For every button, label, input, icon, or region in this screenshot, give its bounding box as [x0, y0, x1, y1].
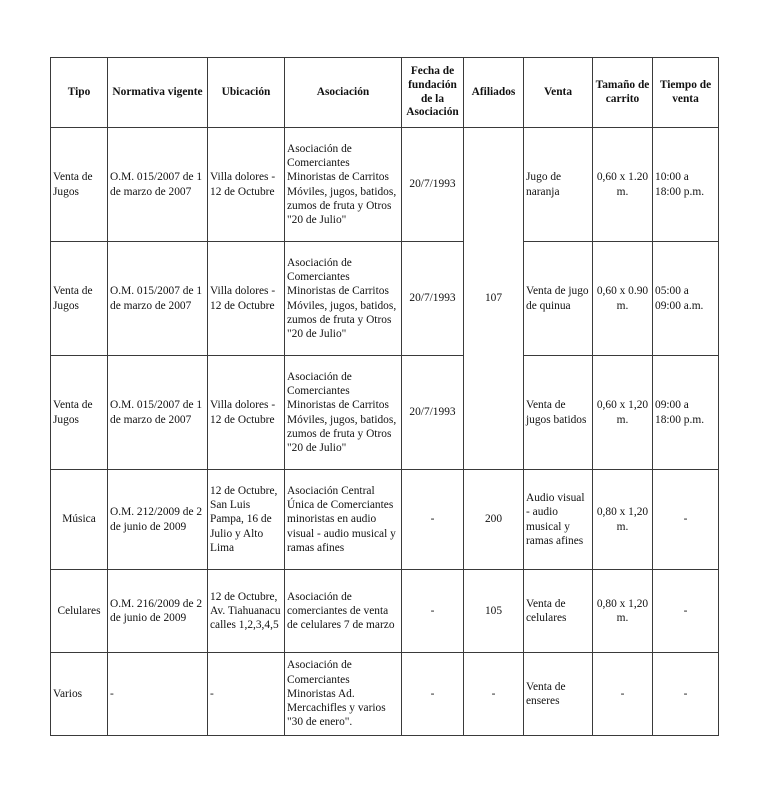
cell-tamano: 0,60 x 1,20 m.	[593, 356, 653, 470]
cell-tiempo: 09:00 a 18:00 p.m.	[653, 356, 719, 470]
cell-tipo: Celulares	[51, 570, 108, 653]
header-ubicacion: Ubicación	[208, 58, 285, 128]
cell-asociacion: Asociación de Comerciantes Minoristas de Carritos Móviles, jugos, batidos, zumos de fruta y Otros "20 de Julio"	[285, 128, 402, 242]
cell-venta: Venta de celulares	[524, 570, 593, 653]
cell-tamano: 0,60 x 1.20 m.	[593, 128, 653, 242]
header-tiempo: Tiempo de venta	[653, 58, 719, 128]
cell-ubicacion: Villa dolores - 12 de Octubre	[208, 242, 285, 356]
cell-ubicacion: Villa dolores - 12 de Octubre	[208, 356, 285, 470]
cell-normativa: O.M. 015/2007 de 1 de marzo de 2007	[108, 356, 208, 470]
table-row	[51, 570, 719, 653]
header-row	[51, 58, 719, 128]
table-row	[51, 242, 719, 356]
cell-afiliados: 105	[464, 570, 524, 653]
cell-ubicacion: -	[208, 653, 285, 736]
cell-tamano: 0,80 x 1,20 m.	[593, 470, 653, 570]
header-afiliados: Afiliados	[464, 58, 524, 128]
cell-normativa: O.M. 015/2007 de 1 de marzo de 2007	[108, 128, 208, 242]
cell-afiliados: 200	[464, 470, 524, 570]
table-row	[51, 653, 719, 736]
cell-tamano: -	[593, 653, 653, 736]
cell-asociacion: Asociación Central Única de Comerciantes minoristas en audio visual - audio musical y ramas afines	[285, 470, 402, 570]
header-tipo: Tipo	[51, 58, 108, 128]
cell-fecha: -	[402, 653, 464, 736]
cell-tamano: 0,80 x 1,20 m.	[593, 570, 653, 653]
cell-afiliados: -	[464, 653, 524, 736]
cell-asociacion: Asociación de Comerciantes Minoristas de Carritos Móviles, jugos, batidos, zumos de fruta y Otros "20 de Julio"	[285, 356, 402, 470]
cell-venta: Venta de jugos batidos	[524, 356, 593, 470]
cell-fecha: 20/7/1993	[402, 242, 464, 356]
header-venta: Venta	[524, 58, 593, 128]
table-row	[51, 128, 719, 242]
cell-fecha: 20/7/1993	[402, 128, 464, 242]
cell-tipo: Varios	[51, 653, 108, 736]
cell-asociacion: Asociación de Comerciantes Minoristas Ad. Mercachifles y varios "30 de enero".	[285, 653, 402, 736]
cell-tipo: Música	[51, 470, 108, 570]
cell-venta: Audio visual - audio musical y ramas afines	[524, 470, 593, 570]
cell-tiempo: 05:00 a 09:00 a.m.	[653, 242, 719, 356]
cell-fecha: -	[402, 570, 464, 653]
cell-tipo: Venta de Jugos	[51, 242, 108, 356]
header-normativa: Normativa vigente	[108, 58, 208, 128]
cell-tiempo: -	[653, 470, 719, 570]
cell-ubicacion: 12 de Octubre, San Luis Pampa, 16 de Julio y Alto Lima	[208, 470, 285, 570]
cell-tipo: Venta de Jugos	[51, 128, 108, 242]
cell-normativa: -	[108, 653, 208, 736]
cell-fecha: 20/7/1993	[402, 356, 464, 470]
cell-asociacion: Asociación de Comerciantes Minoristas de Carritos Móviles, jugos, batidos, zumos de fruta y Otros "20 de Julio"	[285, 242, 402, 356]
header-asociacion: Asociación	[285, 58, 402, 128]
cell-normativa: O.M. 015/2007 de 1 de marzo de 2007	[108, 242, 208, 356]
cell-venta: Venta de enseres	[524, 653, 593, 736]
table-row	[51, 470, 719, 570]
cell-ubicacion: Villa dolores - 12 de Octubre	[208, 128, 285, 242]
vendors-table	[50, 57, 719, 736]
cell-venta: Jugo de naranja	[524, 128, 593, 242]
header-tamano: Tamaño de carrito	[593, 58, 653, 128]
cell-venta: Venta de jugo de quinua	[524, 242, 593, 356]
cell-tiempo: -	[653, 570, 719, 653]
cell-ubicacion: 12 de Octubre, Av. Tiahuanacu calles 1,2,3,4,5	[208, 570, 285, 653]
cell-normativa: O.M. 216/2009 de 2 de junio de 2009	[108, 570, 208, 653]
table-row	[51, 356, 719, 470]
cell-tiempo: 10:00 a 18:00 p.m.	[653, 128, 719, 242]
cell-normativa: O.M. 212/2009 de 2 de junio de 2009	[108, 470, 208, 570]
cell-fecha: -	[402, 470, 464, 570]
cell-tamano: 0,60 x 0.90 m.	[593, 242, 653, 356]
cell-tiempo: -	[653, 653, 719, 736]
cell-asociacion: Asociación de comerciantes de venta de celulares 7 de marzo	[285, 570, 402, 653]
cell-afiliados-merged: 107	[464, 128, 524, 470]
header-fecha: Fecha de fundación de la Asociación	[402, 58, 464, 128]
cell-tipo: Venta de Jugos	[51, 356, 108, 470]
